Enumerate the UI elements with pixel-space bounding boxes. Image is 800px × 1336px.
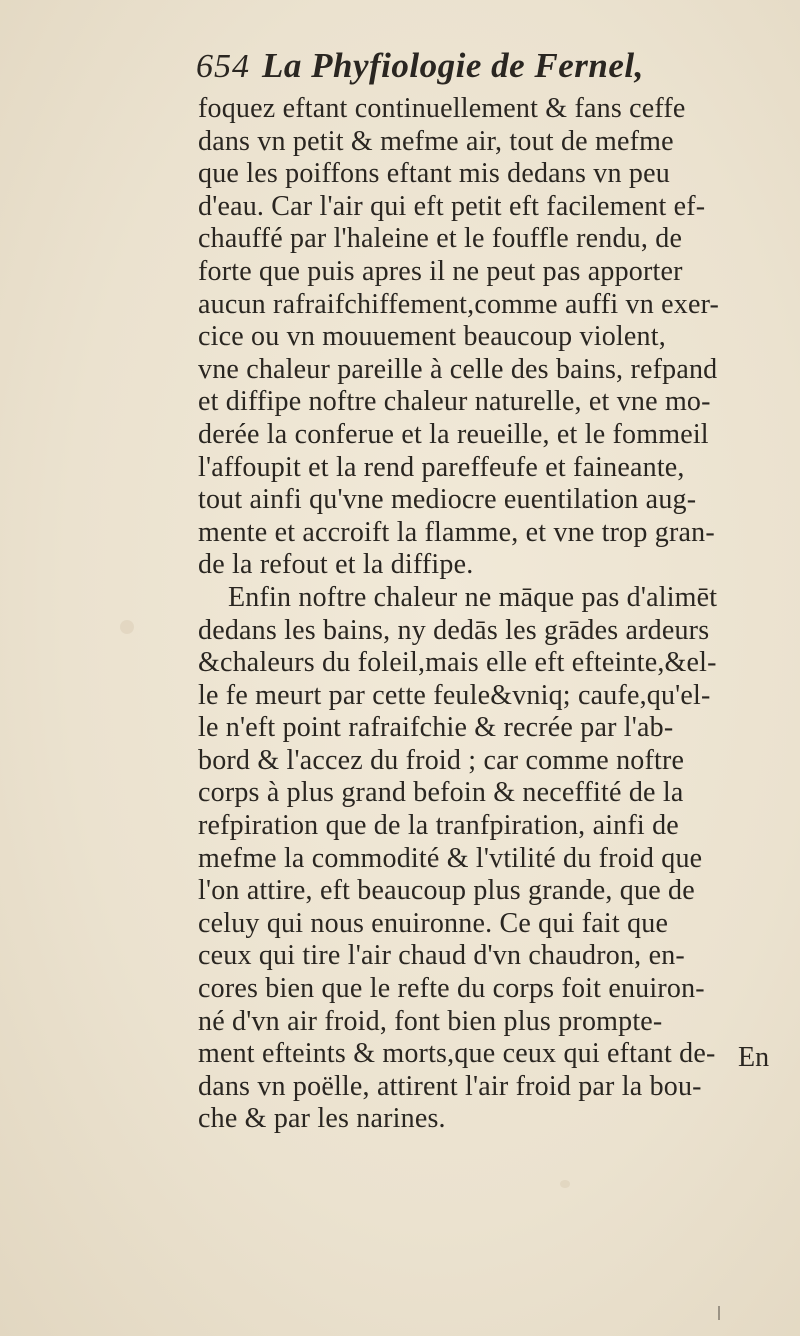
page-header — [196, 42, 666, 94]
text-line: le n'eft point rafraifchie & recrée par l'ab- — [198, 712, 674, 744]
text-line: corps à plus grand befoin & neceffité de la — [198, 777, 684, 809]
text-line: tout ainfi qu'vne mediocre euentilation aug- — [198, 484, 697, 516]
text-line: et diffipe noftre chaleur naturelle, et vne mo- — [198, 386, 711, 418]
text-line: refpiration que de la tranfpiration, ainfi de — [198, 810, 679, 842]
text-line: ment efteints & morts,que ceux qui eftant de- — [198, 1038, 716, 1070]
paper-stain — [560, 1180, 570, 1188]
page-number: 654 — [196, 48, 250, 85]
text-line: derée la conferue et la reueille, et le fommeil — [198, 418, 709, 450]
text-line: cores bien que le refte du corps foit enuiron- — [198, 973, 705, 1005]
margin-mark — [718, 1306, 720, 1320]
text-line: le fe meurt par cette feule&vniq; caufe,qu'el- — [198, 679, 711, 711]
text-line: de la refout et la diffipe. — [198, 549, 474, 581]
paper-stain — [120, 620, 134, 634]
text-line: che & par les narines. — [198, 1103, 446, 1135]
text-line: dans vn petit & mefme air, tout de mefme — [198, 125, 674, 157]
text-line: dans vn poëlle, attirent l'air froid par la bou- — [198, 1070, 702, 1102]
text-line: mente et accroift la flamme, et vne trop gran- — [198, 516, 715, 548]
text-line: l'affoupit et la rend pareffeufe et faineante, — [198, 451, 685, 483]
paragraph-start-line: Enfin noftre chaleur ne māque pas d'alimēt — [228, 581, 718, 613]
text-line: d'eau. Car l'air qui eft petit eft facilement ef- — [198, 190, 706, 222]
text-line: bord & l'accez du froid ; car comme noftre — [198, 744, 685, 776]
text-line: celuy qui nous enuironne. Ce qui fait que — [198, 907, 669, 939]
text-line: vne chaleur pareille à celle des bains, refpand — [198, 353, 718, 385]
text-line: chauffé par l'haleine et le fouffle rendu, de — [198, 223, 683, 255]
text-line: que les poiffons eftant mis dedans vn peu — [198, 158, 670, 190]
text-line: cice ou vn mouuement beaucoup violent, — [198, 321, 666, 353]
text-line: l'on attire, eft beaucoup plus grande, que de — [198, 875, 695, 907]
text-line: foquez eftant continuellement & fans ceffe — [198, 93, 686, 124]
body-text — [198, 93, 788, 1136]
text-line: mefme la commodité & l'vtilité du froid que — [198, 842, 703, 874]
text-line: né d'vn air froid, font bien plus prompte- — [198, 1005, 663, 1037]
catchword: En — [738, 1042, 770, 1073]
text-line: forte que puis apres il ne peut pas apporter — [198, 255, 683, 287]
text-line: dedans les bains, ny dedās les grādes ardeurs — [198, 614, 710, 646]
running-title: La Phyfiologie de Fernel, — [262, 46, 644, 85]
text-line: aucun rafraifchiffement,comme auffi vn exer- — [198, 288, 720, 320]
text-line: ceux qui tire l'air chaud d'vn chaudron, en- — [198, 940, 685, 972]
text-line: &chaleurs du foleil,mais elle eft efteinte,&el- — [198, 647, 717, 679]
